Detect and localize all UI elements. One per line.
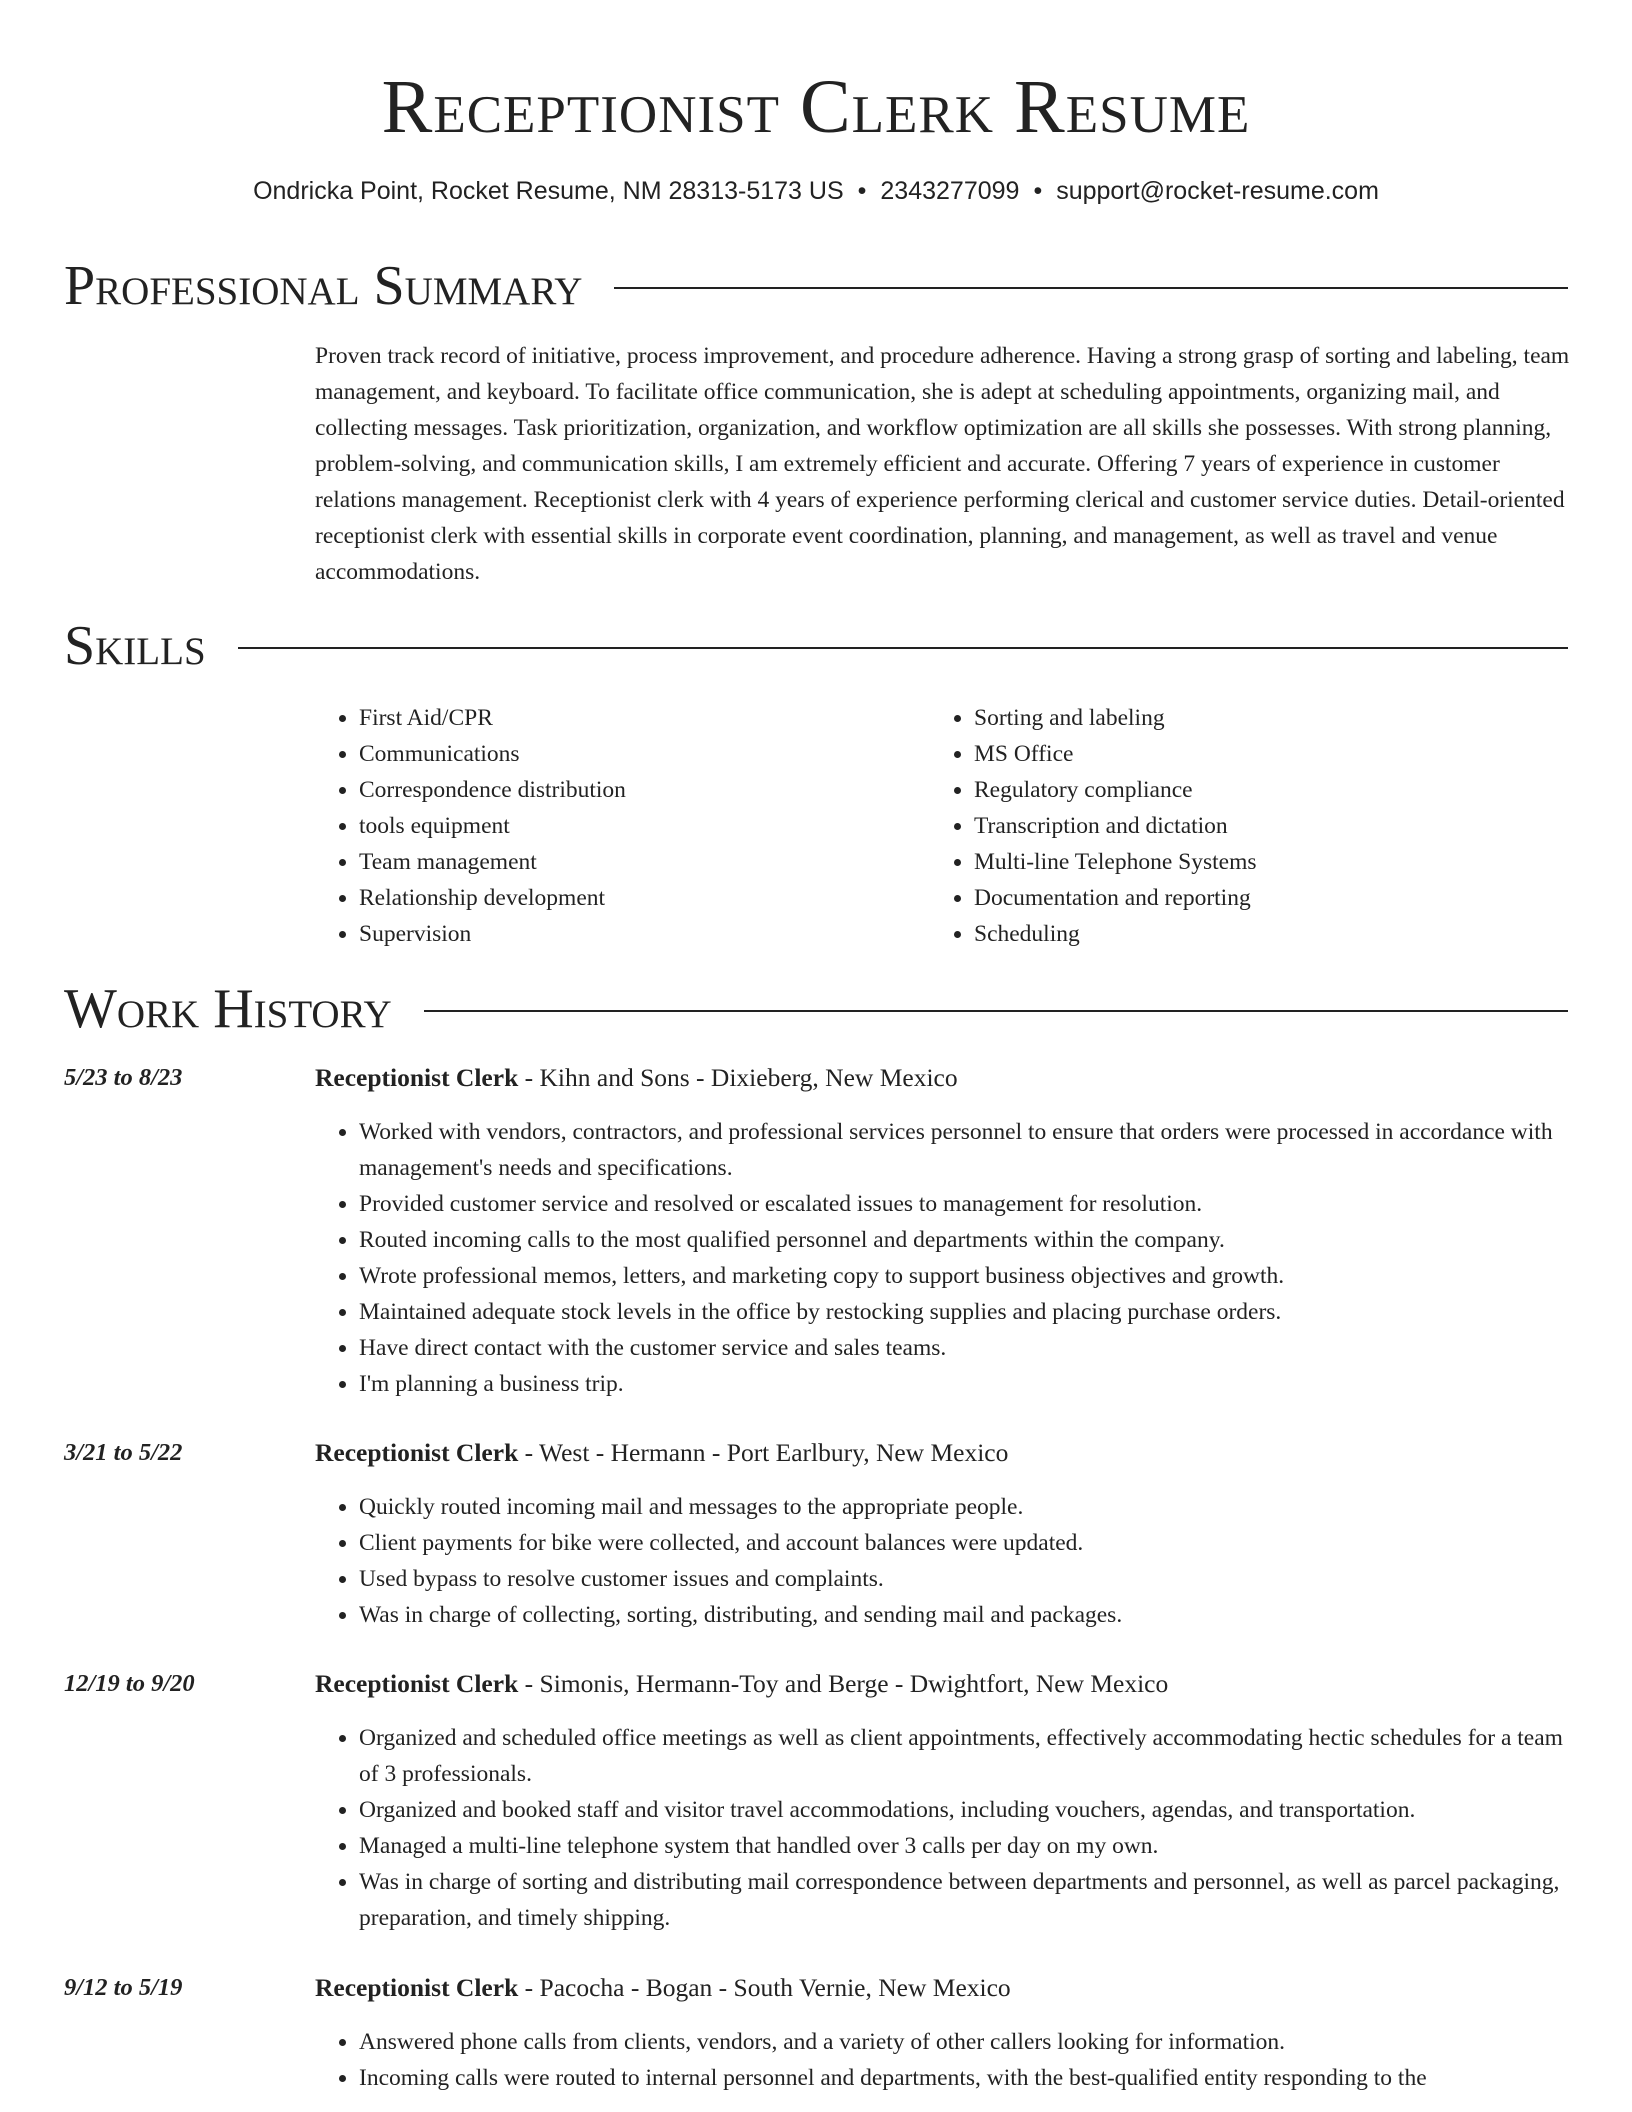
job-dates: 5/23 to 8/23: [64, 1064, 183, 1091]
job-dates: 12/19 to 9/20: [64, 1670, 195, 1697]
contact-phone: 2343277099: [880, 177, 1020, 205]
job-employer-location: - Simonis, Hermann-Toy and Berge - Dwightfort, New Mexico: [518, 1669, 1169, 1698]
job-bullet: • Worked with vendors, contractors, and professional services personnel to ensure that orders were processed in accordance with management's needs and specifications.: [359, 1114, 1575, 1186]
skills-list-right: [930, 700, 1257, 952]
skill-item: • Relationship development: [359, 880, 626, 916]
contact-email: support@rocket-resume.com: [1056, 177, 1379, 205]
work-section-header: [64, 977, 1568, 1041]
job-bullet-list: [315, 2024, 1575, 2096]
contact-separator: •: [1033, 177, 1043, 205]
job-employer-location: - Kihn and Sons - Dixieberg, New Mexico: [518, 1063, 958, 1092]
skill-item: • First Aid/CPR: [359, 700, 626, 736]
job-bullet: • Provided customer service and resolved or escalated issues to management for resolution.: [359, 1186, 1575, 1222]
job-dates: 3/21 to 5/22: [64, 1439, 183, 1466]
summary-text: Proven track record of initiative, process improvement, and procedure adherence. Having a strong grasp of sorting and labeling, team management, and keyboard. To facilitate office communication, she is adept at scheduling appointments, organizing mail, and collecting messages. Task prioritization, organization, and workflow optimization are all skills she possesses. With strong planning, problem-solving, and communication skills, I am extremely efficient and accurate. Offering 7 years of experience in customer relations management. Receptionist clerk with 4 years of experience performing clerical and customer service duties. Detail-oriented receptionist clerk with essential skills in corporate event coordination, planning, and management, as well as travel and venue accommodations.: [315, 343, 1570, 585]
section-divider: [238, 647, 1568, 649]
job-title: Receptionist Clerk: [315, 1063, 519, 1092]
contact-separator: •: [857, 177, 867, 205]
job-bullet: • Maintained adequate stock levels in the office by restocking supplies and placing purchase orders.: [359, 1294, 1575, 1330]
job-header: [315, 1666, 1168, 1702]
section-divider: [614, 287, 1568, 289]
job-title: Receptionist Clerk: [315, 1438, 519, 1467]
job-header: [315, 1970, 1011, 2006]
skill-item: • Team management: [359, 844, 626, 880]
contact-address: Ondricka Point, Rocket Resume, NM 28313-5173 US: [253, 177, 844, 205]
job-bullet: • Was in charge of sorting and distributing mail correspondence between departments and personnel, as well as parcel packaging, preparation, and timely shipping.: [359, 1864, 1575, 1936]
skills-section-header: [64, 614, 1568, 678]
contact-line: [0, 174, 1632, 208]
summary-heading: Professional Summary: [64, 255, 583, 317]
job-bullet-list: [315, 1720, 1575, 1936]
work-heading: Work History: [64, 978, 392, 1040]
section-divider: [424, 1010, 1568, 1012]
job-bullet: • Client payments for bike were collected, and account balances were updated.: [359, 1525, 1575, 1561]
job-bullet: • I'm planning a business trip.: [359, 1366, 1575, 1402]
job-employer-location: - Pacocha - Bogan - South Vernie, New Mexico: [518, 1973, 1011, 2002]
resume-title: Receptionist Clerk Resume: [381, 65, 1251, 149]
job-header: [315, 1435, 1008, 1471]
job-bullet: • Managed a multi-line telephone system that handled over 3 calls per day on my own.: [359, 1828, 1575, 1864]
job-bullet: • Organized and booked staff and visitor travel accommodations, including vouchers, agendas, and transportation.: [359, 1792, 1575, 1828]
job-bullet: • Used bypass to resolve customer issues and complaints.: [359, 1561, 1575, 1597]
job-bullet: • Incoming calls were routed to internal personnel and departments, with the best-qualified entity responding to the: [359, 2060, 1575, 2096]
skill-item: • Communications: [359, 736, 626, 772]
job-bullet-list: [315, 1489, 1575, 1633]
job-bullet: • Quickly routed incoming mail and messages to the appropriate people.: [359, 1489, 1575, 1525]
job-bullet: • Routed incoming calls to the most qualified personnel and departments within the company.: [359, 1222, 1575, 1258]
skills-list-left: [315, 700, 626, 952]
job-header: [315, 1060, 958, 1096]
job-dates: 9/12 to 5/19: [64, 1974, 183, 2001]
job-bullet-list: [315, 1114, 1575, 1402]
skill-item: • tools equipment: [359, 808, 626, 844]
job-employer-location: - West - Hermann - Port Earlbury, New Mexico: [518, 1438, 1009, 1467]
job-title: Receptionist Clerk: [315, 1669, 519, 1698]
job-bullet: • Organized and scheduled office meetings as well as client appointments, effectively accommodating hectic schedules for a team of 3 professionals.: [359, 1720, 1575, 1792]
job-bullet: • Wrote professional memos, letters, and marketing copy to support business objectives and growth.: [359, 1258, 1575, 1294]
skill-item: • Transcription and dictation: [974, 808, 1257, 844]
skill-item: • Regulatory compliance: [974, 772, 1257, 808]
job-bullet: • Answered phone calls from clients, vendors, and a variety of other callers looking for information.: [359, 2024, 1575, 2060]
skill-item: • Documentation and reporting: [974, 880, 1257, 916]
job-bullet: • Was in charge of collecting, sorting, distributing, and sending mail and packages.: [359, 1597, 1575, 1633]
skill-item: • Supervision: [359, 916, 626, 952]
skill-item: • Sorting and labeling: [974, 700, 1257, 736]
job-title: Receptionist Clerk: [315, 1973, 519, 2002]
skill-item: • Correspondence distribution: [359, 772, 626, 808]
skill-item: • Scheduling: [974, 916, 1257, 952]
summary-section-header: [64, 254, 1568, 318]
skill-item: • MS Office: [974, 736, 1257, 772]
skills-heading: Skills: [64, 615, 206, 677]
job-bullet: • Have direct contact with the customer service and sales teams.: [359, 1330, 1575, 1366]
skill-item: • Multi-line Telephone Systems: [974, 844, 1257, 880]
